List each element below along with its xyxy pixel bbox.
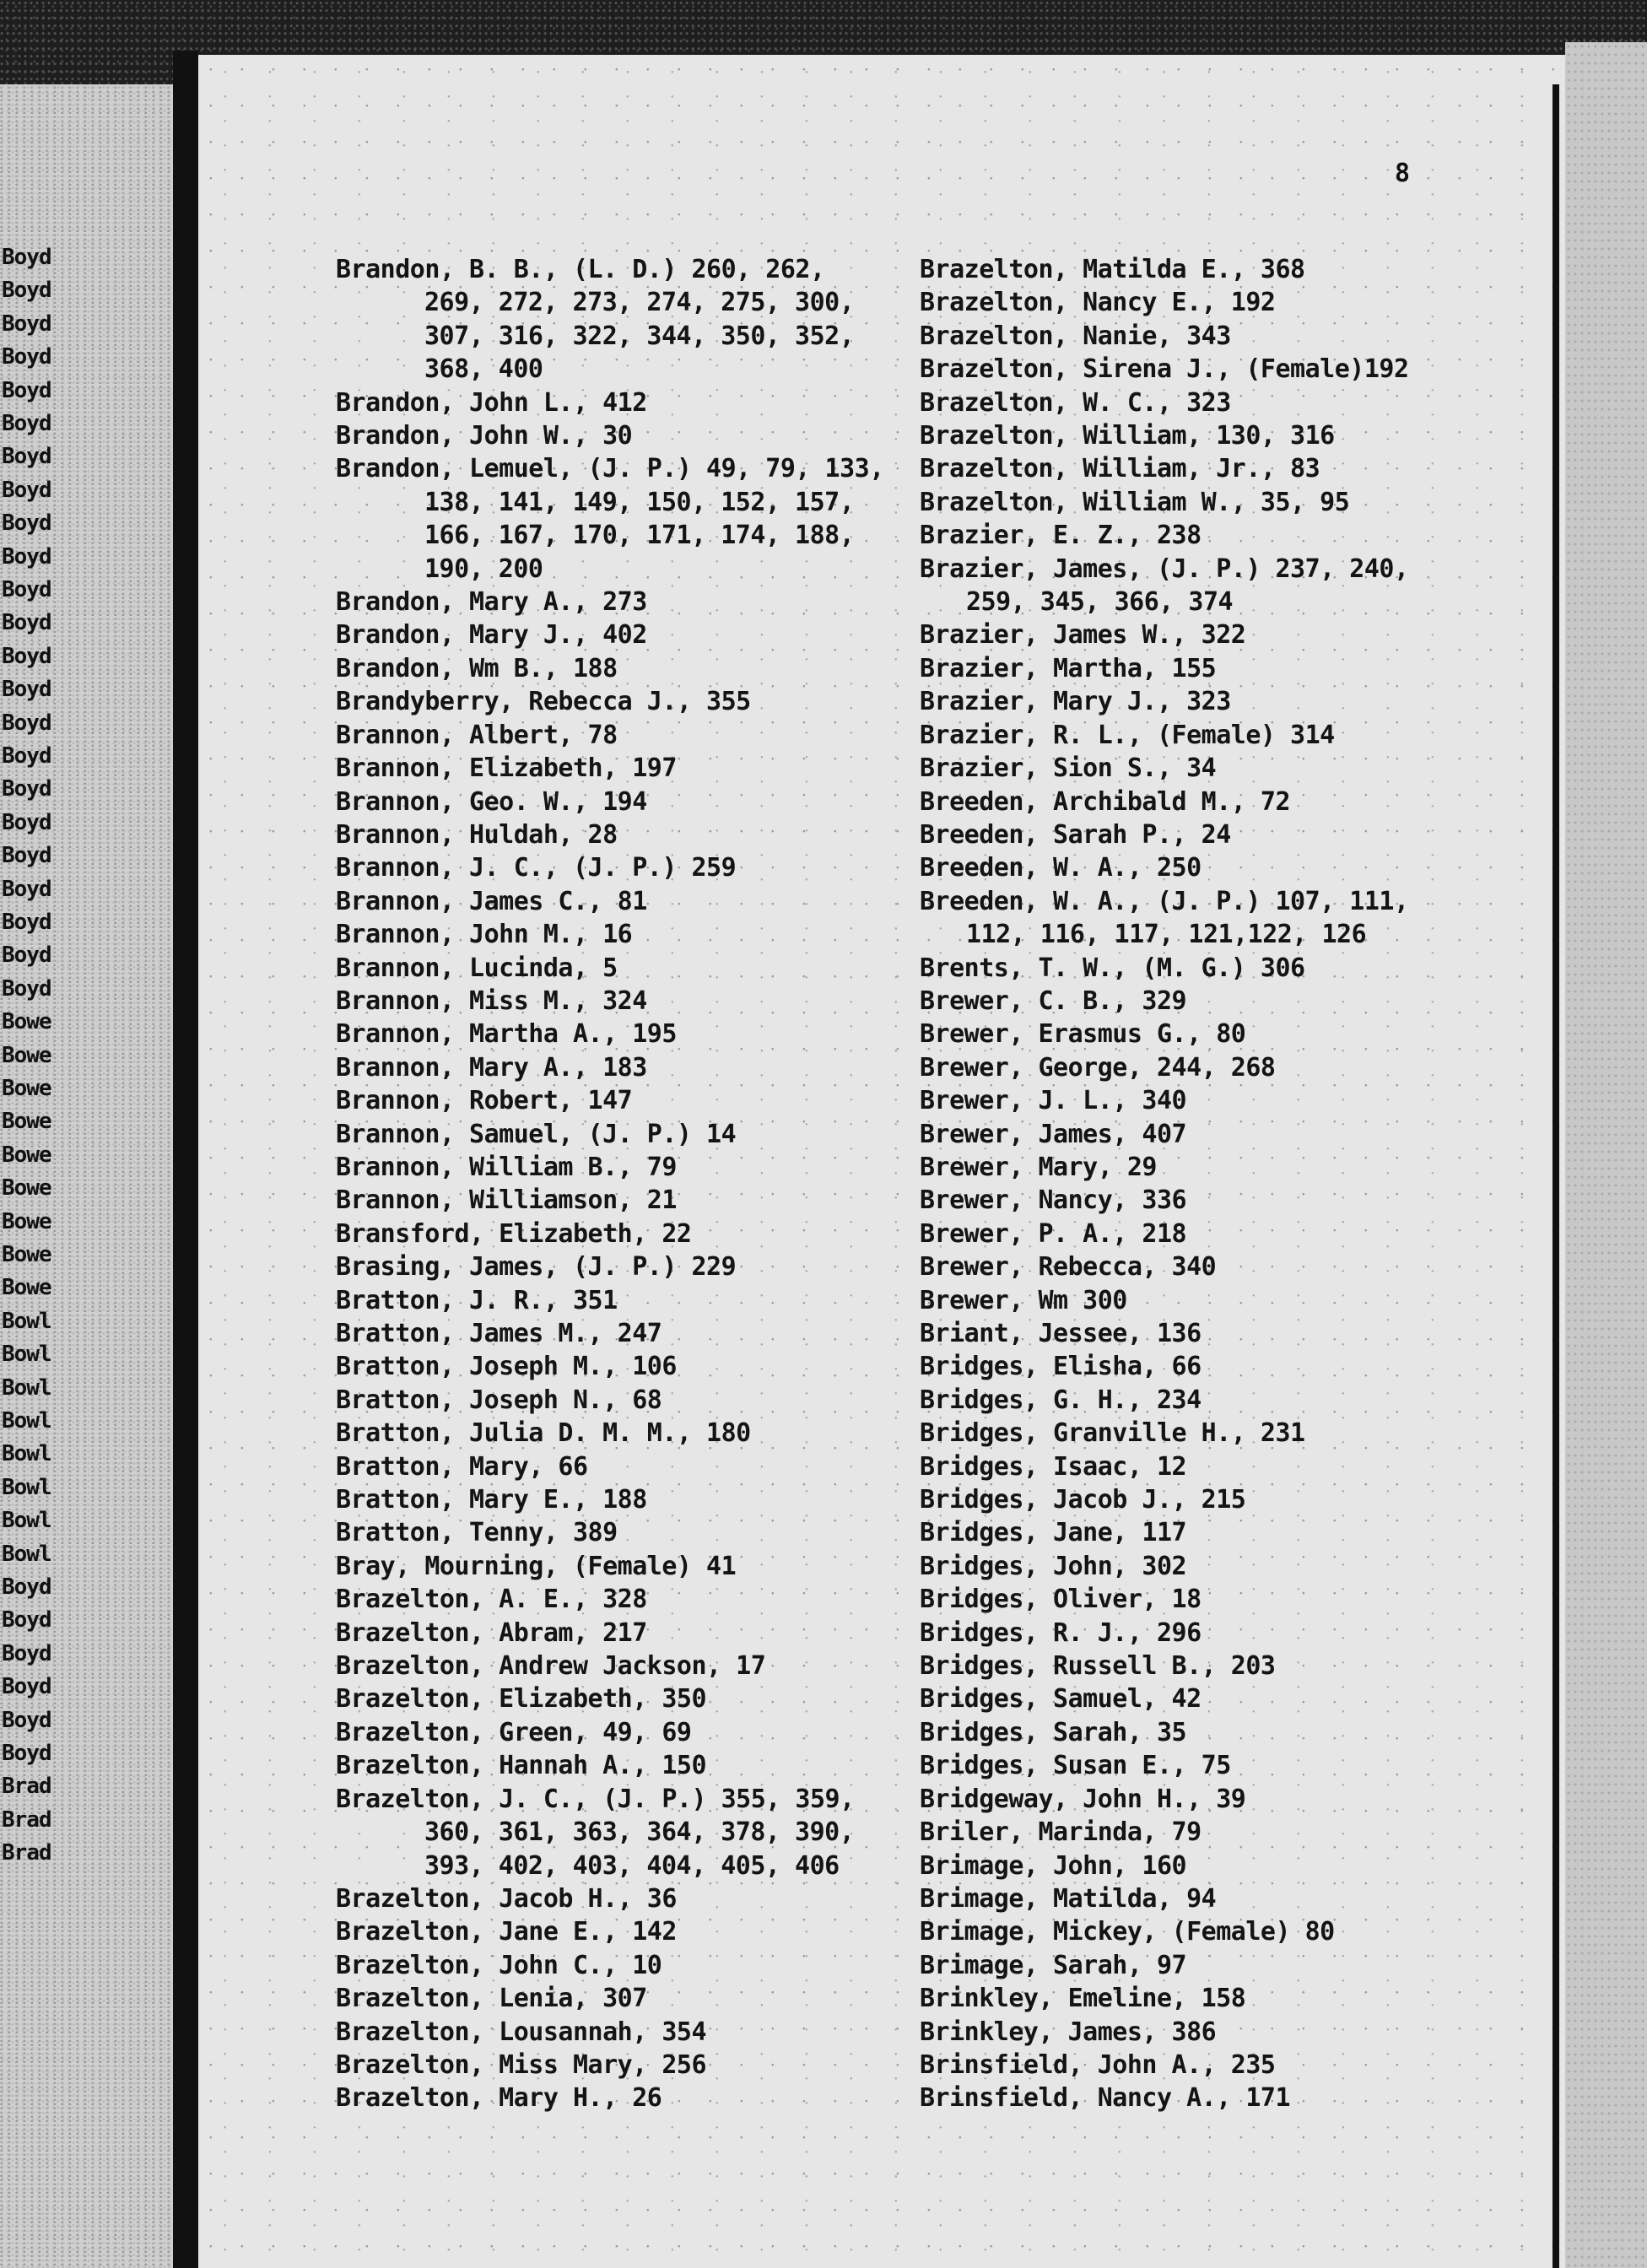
index-entry-line: Brewer, Mary, 29 [920, 1152, 1157, 1182]
index-entry [920, 1284, 1527, 1317]
index-entry [336, 1184, 893, 1217]
margin-fragment: Boyd [2, 411, 51, 436]
index-entry-line: Bratton, J. R., 351 [336, 1285, 618, 1315]
index-entry-line: Brazier, James, (J. P.) 237, 240, [920, 554, 1409, 584]
index-entry [336, 918, 893, 951]
index-entry-line: Brazelton, John C., 10 [336, 1950, 662, 1980]
index-entry [920, 1882, 1527, 1915]
index-entry [920, 320, 1527, 353]
index-entry-line: Brazier, Sion S., 34 [920, 753, 1217, 784]
index-entry [920, 386, 1527, 419]
index-entry [920, 253, 1527, 286]
index-entry-line: Brazier, R. L., (Female) 314 [920, 720, 1335, 750]
index-entry [336, 952, 893, 985]
index-entry-line: Bridges, John, 302 [920, 1551, 1187, 1581]
margin-fragment: Bowe [2, 1242, 51, 1267]
index-entry [920, 286, 1527, 319]
index-entry-continuation: 368, 400 [424, 354, 543, 385]
index-entry [336, 2049, 893, 2082]
index-entry [920, 1218, 1527, 1250]
index-entry-line: Brimage, John, 160 [920, 1850, 1187, 1881]
margin-fragment: Bowl [2, 1408, 51, 1434]
margin-fragment: Bowl [2, 1308, 51, 1334]
index-entry-line: Breeden, W. A., (J. P.) 107, 111, [920, 886, 1409, 916]
index-entry [336, 2016, 893, 2049]
index-entry-line: Brinkley, Emeline, 158 [920, 1984, 1246, 2014]
index-entry-line: Bridges, Elisha, 66 [920, 1352, 1202, 1382]
index-entry [336, 1051, 893, 1084]
index-entry [920, 1682, 1527, 1715]
index-entry-line: Brannon, John M., 16 [336, 920, 633, 950]
index-entry-line: Brazelton, Jacob H., 36 [336, 1883, 677, 1914]
index-entry-continuation: 166, 167, 170, 171, 174, 188, [424, 521, 855, 551]
index-entry [336, 586, 893, 618]
index-column-left [336, 253, 893, 2115]
margin-fragment: Bowl [2, 1541, 51, 1567]
index-entry [336, 1982, 893, 2015]
index-entry-line: Brazelton, William, Jr., 83 [920, 454, 1320, 484]
index-entry [920, 1949, 1527, 1982]
index-entry-line: Brannon, Albert, 78 [336, 720, 618, 750]
index-entry [920, 1749, 1527, 1782]
index-entry-line: Brewer, Wm 300 [920, 1285, 1127, 1315]
index-entry-continuation: 269, 272, 273, 274, 275, 300, [424, 288, 855, 318]
margin-fragment: Bowe [2, 1275, 51, 1301]
index-entry [920, 1915, 1527, 1948]
margin-fragment: Bowe [2, 1109, 51, 1135]
index-entry-line: Bratton, Tenny, 389 [336, 1518, 618, 1548]
index-entry-line: Brannon, Elizabeth, 197 [336, 753, 677, 784]
index-entry [920, 1051, 1527, 1084]
index-entry-line: Brewer, C. B., 329 [920, 986, 1187, 1016]
index-entry-line: Brewer, J. L., 340 [920, 1086, 1187, 1116]
previous-page-edge [0, 84, 173, 2268]
index-entry [336, 1550, 893, 1583]
index-entry-line: Brewer, Nancy, 336 [920, 1185, 1187, 1216]
index-entry-line: Bratton, James M., 247 [336, 1319, 662, 1348]
index-entry [920, 1850, 1527, 1882]
index-entry [336, 1084, 893, 1117]
index-entry [336, 1250, 893, 1283]
index-entry-continuation: 190, 200 [424, 554, 543, 584]
index-entry [920, 1483, 1527, 1516]
index-entry [336, 1617, 893, 1650]
index-entry [920, 1516, 1527, 1549]
index-entry [336, 885, 893, 918]
index-entry [336, 985, 893, 1018]
margin-fragment: Boyd [2, 776, 51, 802]
index-entry-line: Bridges, Isaac, 12 [920, 1451, 1187, 1482]
index-entry-line: Brinkley, James, 386 [920, 2017, 1217, 2047]
margin-fragment: Boyd [2, 843, 51, 869]
index-entry-line: Brimage, Mickey, (Female) 80 [920, 1917, 1335, 1947]
index-entry [336, 1218, 893, 1250]
margin-fragment: Boyd [2, 245, 51, 270]
index-entry-line: Brazier, E. Z., 238 [920, 521, 1202, 551]
index-entry-line: Brazelton, Lousannah, 354 [336, 2017, 707, 2047]
index-entry [336, 851, 893, 884]
index-entry [920, 419, 1527, 452]
margin-fragment: Boyd [2, 743, 51, 769]
index-entry [336, 1783, 893, 1882]
index-entry [920, 353, 1527, 386]
index-entry-line: Brimage, Sarah, 97 [920, 1950, 1187, 1980]
index-entry [920, 519, 1527, 552]
margin-fragment: Boyd [2, 942, 51, 969]
margin-fragment: Boyd [2, 876, 51, 902]
index-entry [920, 1018, 1527, 1050]
index-entry-line: Brannon, Miss M., 324 [336, 986, 647, 1016]
index-entry-line: Brazelton, Hannah A., 150 [336, 1751, 707, 1781]
index-entry [336, 1350, 893, 1383]
index-entry-line: Brazier, Martha, 155 [920, 653, 1217, 683]
margin-fragment: Boyd [2, 1674, 51, 1700]
margin-fragment: Boyd [2, 910, 51, 935]
index-entry-continuation: 393, 402, 403, 404, 405, 406 [424, 1850, 840, 1881]
index-entry [920, 752, 1527, 785]
index-entry-line: Brazelton, Miss Mary, 256 [336, 2049, 707, 2080]
index-entry [920, 2082, 1527, 2114]
index-entry-line: Breeden, Archibald M., 72 [920, 786, 1291, 817]
index-entry-line: Brandon, John W., 30 [336, 421, 633, 451]
index-entry-line: Breeden, Sarah P., 24 [920, 819, 1231, 850]
index-entry [920, 1816, 1527, 1849]
index-entry-line: Brannon, James C., 81 [336, 886, 647, 916]
index-entry-line: Bridges, Jacob J., 215 [920, 1485, 1246, 1515]
margin-fragment: Boyd [2, 610, 51, 636]
index-entry-line: Brazelton, J. C., (J. P.) 355, 359, [336, 1784, 855, 1814]
index-entry-line: Brewer, George, 244, 268 [920, 1052, 1276, 1083]
index-entry-line: Brazelton, Elizabeth, 350 [336, 1684, 707, 1714]
index-entry-line: Brannon, Geo. W., 194 [336, 786, 647, 817]
index-entry-line: Brimage, Matilda, 94 [920, 1883, 1217, 1914]
index-entry [920, 685, 1527, 718]
index-entry [336, 1882, 893, 1915]
index-entry [920, 1417, 1527, 1450]
index-entry [336, 419, 893, 452]
index-entry-line: Bridges, Russell B., 203 [920, 1651, 1276, 1682]
index-entry-line: Brazelton, Green, 49, 69 [336, 1717, 692, 1747]
margin-fragment: Boyd [2, 278, 51, 304]
index-entry [336, 618, 893, 651]
index-entry [920, 985, 1527, 1018]
index-entry [920, 1583, 1527, 1616]
index-entry [920, 1317, 1527, 1350]
index-entry-line: Brandon, Wm B., 188 [336, 653, 618, 683]
margin-fragment: Brad [2, 1806, 51, 1833]
margin-fragment: Bowe [2, 1076, 51, 1101]
index-entry [920, 885, 1527, 952]
index-entry [920, 1384, 1527, 1417]
index-entry [336, 1716, 893, 1749]
index-entry [920, 2049, 1527, 2082]
right-scan-margin [1565, 42, 1647, 2268]
index-entry [920, 1250, 1527, 1283]
index-entry-line: Brazelton, William, 130, 316 [920, 421, 1335, 451]
margin-fragment: Boyd [2, 577, 51, 602]
index-entry-line: Brazelton, Nancy E., 192 [920, 288, 1276, 318]
index-entry [920, 1450, 1527, 1483]
index-entry-continuation: 307, 316, 322, 344, 350, 352, [424, 321, 855, 351]
index-entry-line: Brewer, James, 407 [920, 1119, 1187, 1149]
index-entry [336, 818, 893, 851]
index-entry [336, 1483, 893, 1516]
index-entry [920, 1716, 1527, 1749]
index-entry-line: Brandyberry, Rebecca J., 355 [336, 687, 751, 717]
index-entry-line: Brazelton, Mary H., 26 [336, 2083, 662, 2114]
index-entry [920, 1617, 1527, 1650]
index-entry [336, 652, 893, 685]
index-entry-line: Breeden, W. A., 250 [920, 853, 1202, 883]
index-entry [920, 719, 1527, 752]
index-entry [920, 1650, 1527, 1682]
index-entry [336, 1516, 893, 1549]
index-entry [336, 1317, 893, 1350]
index-entry [336, 1384, 893, 1417]
index-entry-line: Brazelton, Andrew Jackson, 17 [336, 1651, 766, 1682]
index-entry-line: Bratton, Julia D. M. M., 180 [336, 1418, 751, 1449]
index-entry [336, 1450, 893, 1483]
index-entry [920, 452, 1527, 485]
margin-fragment: Bowl [2, 1474, 51, 1500]
index-entry [336, 1151, 893, 1184]
index-entry [920, 1982, 1527, 2015]
index-entry-line: Brandon, Lemuel, (J. P.) 49, 79, 133, [336, 454, 884, 484]
index-entry-line: Briler, Marinda, 79 [920, 1817, 1202, 1848]
index-entry-line: Bridges, G. H., 234 [920, 1385, 1202, 1415]
margin-fragment: Bowl [2, 1441, 51, 1467]
index-entry-line: Bridges, Oliver, 18 [920, 1585, 1202, 1615]
index-entry-line: Bratton, Mary E., 188 [336, 1485, 647, 1515]
index-entry-line: Brinsfield, John A., 235 [920, 2049, 1276, 2080]
index-entry-line: Brinsfield, Nancy A., 171 [920, 2083, 1291, 2114]
index-entry-line: Brazelton, Matilda E., 368 [920, 255, 1305, 284]
index-entry [336, 386, 893, 419]
index-entry-line: Bratton, Joseph M., 106 [336, 1352, 677, 1382]
margin-fragment: Brad [2, 1840, 51, 1866]
index-entry [336, 1949, 893, 1982]
page-right-edge [1552, 84, 1559, 2268]
margin-fragment: Boyd [2, 377, 51, 403]
index-entry-line: Brazelton, Nanie, 343 [920, 321, 1231, 351]
index-entry [336, 1018, 893, 1050]
margin-fragment: Boyd [2, 310, 51, 337]
margin-fragment: Bowe [2, 1142, 51, 1168]
index-entry-line: Brazier, James W., 322 [920, 620, 1246, 651]
index-entry [920, 1350, 1527, 1383]
index-entry-line: Brazelton, Jane E., 142 [336, 1917, 677, 1947]
index-entry-line: Brazier, Mary J., 323 [920, 687, 1231, 717]
index-entry [336, 752, 893, 785]
index-entry-continuation: 259, 345, 366, 374 [966, 587, 1234, 618]
margin-fragment: Boyd [2, 975, 51, 1002]
index-entry [920, 1084, 1527, 1117]
index-entry [336, 685, 893, 718]
index-entry [920, 618, 1527, 651]
index-entry [336, 1284, 893, 1317]
index-entry [336, 1915, 893, 1948]
index-entry [920, 652, 1527, 685]
margin-fragment: Boyd [2, 543, 51, 570]
index-entry-line: Brazelton, A. E., 328 [336, 1585, 647, 1615]
index-entry [920, 486, 1527, 519]
margin-fragment: Boyd [2, 710, 51, 736]
margin-fragment: Boyd [2, 510, 51, 537]
index-entry-line: Bridges, Sarah, 35 [920, 1717, 1187, 1747]
index-entry-line: Brannon, Williamson, 21 [336, 1185, 677, 1216]
index-entry-line: Brewer, Rebecca, 340 [920, 1252, 1217, 1282]
margin-fragment: Boyd [2, 1640, 51, 1666]
margin-fragment: Bowl [2, 1342, 51, 1368]
index-entry-line: Brazelton, W. C., 323 [920, 387, 1231, 418]
index-entry [336, 253, 893, 386]
index-entry [920, 952, 1527, 985]
index-entry [920, 818, 1527, 851]
index-entry [336, 1682, 893, 1715]
index-entry [336, 1417, 893, 1450]
index-entry [920, 1783, 1527, 1816]
index-entry-line: Brewer, P. A., 218 [920, 1218, 1187, 1249]
index-entry-line: Bridges, R. J., 296 [920, 1617, 1202, 1648]
margin-fragment: Boyd [2, 809, 51, 835]
index-entry-line: Brazelton, Abram, 217 [336, 1617, 647, 1648]
index-entry [336, 452, 893, 586]
index-entry-line: Brannon, Huldah, 28 [336, 819, 618, 850]
index-entry-line: Brannon, Robert, 147 [336, 1086, 633, 1116]
margin-fragment: Boyd [2, 344, 51, 370]
index-entry-line: Bridgeway, John H., 39 [920, 1784, 1246, 1814]
margin-fragment: Bowe [2, 1175, 51, 1202]
index-entry-line: Brazelton, Lenia, 307 [336, 1984, 647, 2014]
margin-fragment: Bowl [2, 1374, 51, 1401]
index-entry-line: Brandon, Mary A., 273 [336, 587, 647, 618]
index-entry [920, 553, 1527, 619]
index-entry-line: Brannon, Martha A., 195 [336, 1019, 677, 1050]
index-entry [336, 786, 893, 818]
index-entry-continuation: 360, 361, 363, 364, 378, 390, [424, 1817, 855, 1848]
margin-fragment: Boyd [2, 643, 51, 669]
margin-fragment: Bowl [2, 1508, 51, 1534]
index-entry-line: Brandon, B. B., (L. D.) 260, 262, [336, 255, 825, 284]
index-entry-line: Bray, Mourning, (Female) 41 [336, 1551, 737, 1581]
index-entry [920, 1550, 1527, 1583]
margin-fragment: Brad [2, 1774, 51, 1800]
margin-fragment: Boyd [2, 1607, 51, 1634]
index-entry-line: Bridges, Susan E., 75 [920, 1751, 1231, 1781]
index-entry [336, 719, 893, 752]
index-entry-line: Bratton, Mary, 66 [336, 1451, 588, 1482]
margin-fragment: Bowe [2, 1208, 51, 1234]
index-entry-line: Brandon, Mary J., 402 [336, 620, 647, 651]
index-entry-line: Brannon, Samuel, (J. P.) 14 [336, 1119, 737, 1149]
index-entry-line: Bridges, Samuel, 42 [920, 1684, 1202, 1714]
index-entry-line: Brasing, James, (J. P.) 229 [336, 1252, 737, 1282]
index-entry [920, 2016, 1527, 2049]
index-entry [920, 1118, 1527, 1151]
index-entry-line: Bratton, Joseph N., 68 [336, 1385, 662, 1415]
index-entry [336, 1583, 893, 1616]
index-entry-line: Bridges, Jane, 117 [920, 1518, 1187, 1548]
index-entry-line: Briant, Jessee, 136 [920, 1319, 1202, 1348]
margin-fragment: Boyd [2, 444, 51, 470]
index-entry [336, 1749, 893, 1782]
index-entry [920, 1151, 1527, 1184]
index-entry [920, 786, 1527, 818]
index-entry-continuation: 112, 116, 117, 121,122, 126 [966, 920, 1367, 950]
index-entry-line: Brazelton, William W., 35, 95 [920, 487, 1350, 517]
margin-fragment: Bowe [2, 1009, 51, 1035]
margin-fragment: Boyd [2, 1707, 51, 1733]
index-entry-continuation: 138, 141, 149, 150, 152, 157, [424, 487, 855, 517]
index-entry [336, 2082, 893, 2114]
index-entry-line: Brandon, John L., 412 [336, 387, 647, 418]
index-entry-line: Brewer, Erasmus G., 80 [920, 1019, 1246, 1050]
page-binding-shadow [173, 51, 198, 2268]
index-entry-line: Brazelton, Sirena J., (Female)192 [920, 354, 1409, 385]
margin-fragment: Boyd [2, 1574, 51, 1600]
index-entry-line: Brannon, Lucinda, 5 [336, 953, 618, 983]
margin-fragment: Boyd [2, 477, 51, 503]
index-entry [336, 1650, 893, 1682]
margin-fragment: Boyd [2, 1741, 51, 1766]
index-column-right [920, 253, 1527, 2115]
index-entry [920, 851, 1527, 884]
index-entry-line: Brannon, Mary A., 183 [336, 1052, 647, 1083]
index-entry-line: Bridges, Granville H., 231 [920, 1418, 1305, 1449]
margin-fragment: Bowe [2, 1042, 51, 1068]
index-entry-line: Bransford, Elizabeth, 22 [336, 1218, 692, 1249]
index-entry [920, 1184, 1527, 1217]
page-number: 8 [1395, 159, 1411, 188]
index-entry [336, 1118, 893, 1151]
index-entry-line: Brannon, J. C., (J. P.) 259 [336, 853, 737, 883]
margin-fragment: Boyd [2, 677, 51, 703]
index-entry-line: Brannon, William B., 79 [336, 1152, 677, 1182]
index-entry-line: Brents, T. W., (M. G.) 306 [920, 953, 1305, 983]
